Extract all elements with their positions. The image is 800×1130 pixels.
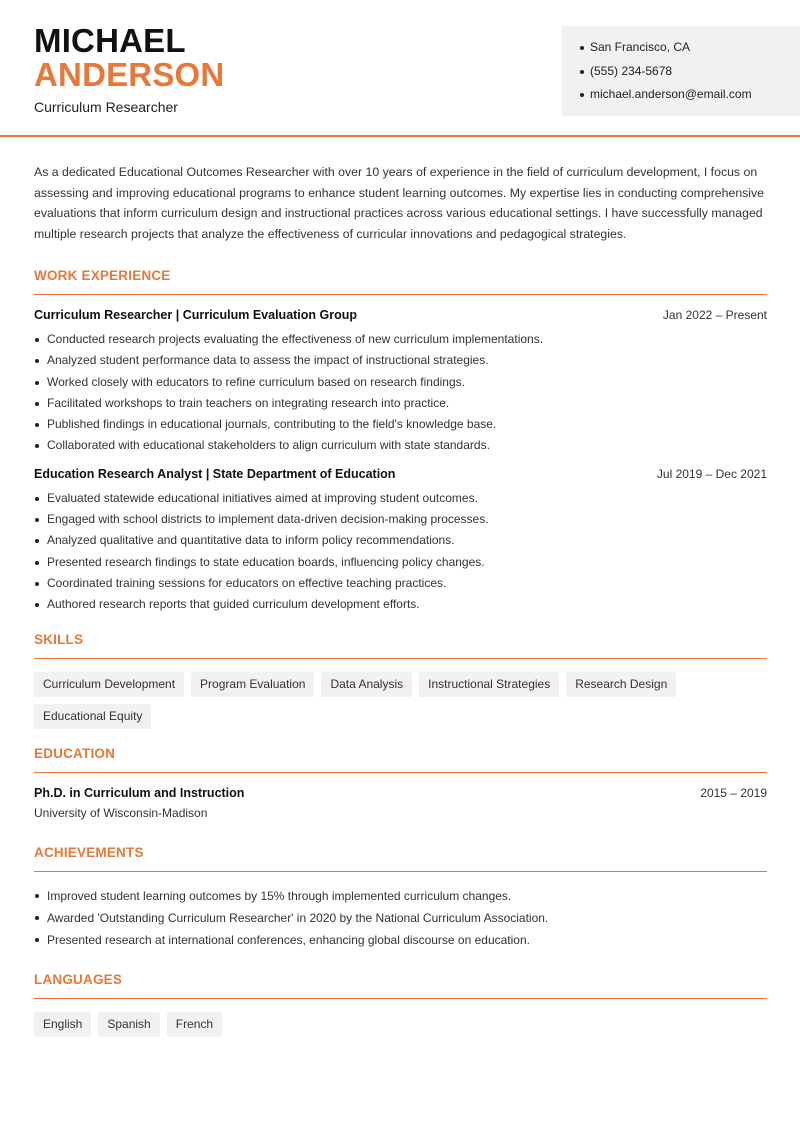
job-role: Education Research Analyst | State Department of Education bbox=[34, 466, 396, 481]
job-bullet: Evaluated statewide educational initiatives aimed at improving student outcomes. bbox=[34, 488, 767, 509]
skill-tag: Data Analysis bbox=[321, 672, 412, 697]
job-bullet: Analyzed qualitative and quantitative data to inform policy recommendations. bbox=[34, 530, 767, 551]
last-name: ANDERSON bbox=[34, 56, 225, 93]
achievement-item: Improved student learning outcomes by 15% through implemented curriculum changes. bbox=[34, 885, 767, 907]
language-tag: English bbox=[34, 1012, 91, 1037]
job-bullet: Engaged with school districts to implement data-driven decision-making processes. bbox=[34, 509, 767, 530]
achievement-item: Awarded 'Outstanding Curriculum Researcher' in 2020 by the National Curriculum Association. bbox=[34, 907, 767, 929]
resume-body bbox=[34, 162, 767, 1037]
job-role: Curriculum Researcher | Curriculum Evaluation Group bbox=[34, 308, 358, 322]
language-tag: French bbox=[167, 1012, 222, 1037]
contact-location: San Francisco, CA bbox=[580, 36, 800, 60]
job-title: Curriculum Researcher bbox=[34, 99, 178, 115]
summary-paragraph: As a dedicated Educational Outcomes Researcher with over 10 years of experience in the field of curriculum development, I focus on assessing and improving educational programs to enhance student learning outcomes. My expertise lies in conducting comprehensive evaluations that inform curriculum design and instructional practices across various educational settings. I have successfully managed multiple research projects that analyze the effectiveness of curricular innovations and pedagogical strategies. bbox=[34, 165, 765, 241]
skill-tag: Educational Equity bbox=[34, 704, 151, 729]
job-bullet: Coordinated training sessions for educators on effective teaching practices. bbox=[34, 573, 767, 594]
job-bullets bbox=[34, 329, 767, 457]
job-bullet: Worked closely with educators to refine curriculum based on research findings. bbox=[34, 372, 767, 393]
job-date: Jul 2019 – Dec 2021 bbox=[656, 466, 767, 481]
job-bullet: Collaborated with educational stakeholders to align curriculum with state standards. bbox=[34, 435, 767, 456]
education-school: University of Wisconsin-Madison bbox=[34, 805, 208, 820]
skill-tag: Instructional Strategies bbox=[419, 672, 559, 697]
job-bullet: Facilitated workshops to train teachers on integrating research into practice. bbox=[34, 393, 767, 414]
job-bullet: Authored research reports that guided curriculum development efforts. bbox=[34, 594, 767, 615]
job-date: Jan 2022 – Present bbox=[662, 308, 767, 322]
work-experience-heading: WORK EXPERIENCE bbox=[34, 268, 767, 295]
job-bullet: Published findings in educational journals, contributing to the field's knowledge base. bbox=[34, 414, 767, 435]
education-entry bbox=[34, 786, 767, 820]
education-date: 2015 – 2019 bbox=[700, 785, 767, 800]
achievement-item: Presented research at international conferences, enhancing global discourse on education. bbox=[34, 929, 767, 951]
language-tag: Spanish bbox=[98, 1012, 159, 1037]
job-bullets bbox=[34, 488, 767, 616]
contact-phone: (555) 234-5678 bbox=[580, 60, 800, 84]
job-bullet: Conducted research projects evaluating the effectiveness of new curriculum implementations. bbox=[34, 329, 767, 350]
education-heading: EDUCATION bbox=[34, 746, 767, 773]
resume-header bbox=[0, 0, 800, 137]
job-bullet: Analyzed student performance data to assess the impact of instructional strategies. bbox=[34, 350, 767, 371]
skills-heading: SKILLS bbox=[34, 632, 767, 659]
skill-tag: Curriculum Development bbox=[34, 672, 184, 697]
job-entry bbox=[34, 467, 767, 616]
contact-email[interactable]: michael.anderson@email.com bbox=[580, 83, 800, 107]
contact-box bbox=[562, 26, 800, 116]
skill-tag: Research Design bbox=[566, 672, 676, 697]
education-degree: Ph.D. in Curriculum and Instruction bbox=[34, 785, 245, 800]
languages-heading: LANGUAGES bbox=[34, 972, 767, 999]
achievements-list bbox=[34, 885, 767, 951]
skill-tag: Program Evaluation bbox=[191, 672, 314, 697]
skills-tags bbox=[34, 672, 767, 729]
job-bullet: Presented research findings to state education boards, influencing policy changes. bbox=[34, 552, 767, 573]
first-name: MICHAEL bbox=[34, 22, 186, 59]
job-entry bbox=[34, 308, 767, 457]
languages-tags bbox=[34, 1012, 767, 1037]
achievements-heading: ACHIEVEMENTS bbox=[34, 845, 767, 872]
